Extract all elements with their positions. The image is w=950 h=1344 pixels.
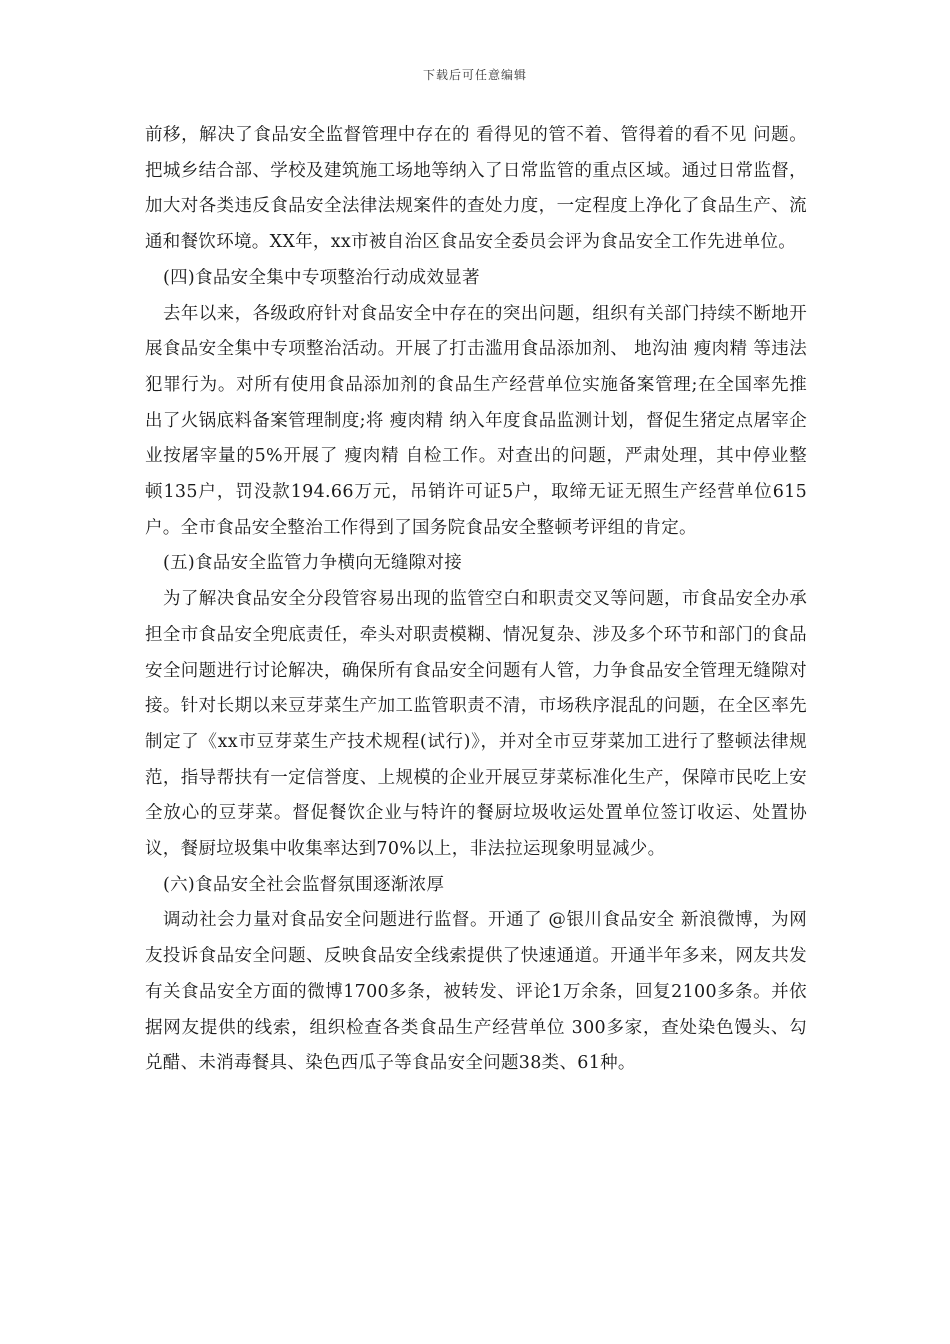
section-heading-4: (四)食品安全集中专项整治行动成效显著: [163, 267, 480, 288]
page-header-note: 下载后可任意编辑: [422, 68, 527, 82]
paragraph-supervision: 前移，解决了食品安全监督管理中存在的 看得见的管不着、管得着的看不见 问题。把城乡结合部、学校及建筑施工场地等纳入了日常监管的重点区域。通过日常监督，加大对各类违反食品安全法律法规案件的查处力度，一定程度上净化了食品生产、流通和餐饮环境。XX年，xx市被自治区食品安全委员会评为食品安全工作先进单位。: [145, 125, 807, 253]
paragraph-special-rectification: 去年以来，各级政府针对食品安全中存在的突出问题，组织有关部门持续不断地开展食品安全集中专项整治活动。开展了打击滥用食品添加剂、 地沟油 瘦肉精 等违法犯罪行为。对所有使用食品添加剂的食品生产经营单位实施备案管理;在全国率先推出了火锅底料备案管理制度;将 瘦肉精 纳入年度食品监测计划，督促生猪定点屠宰企业按屠宰量的5%开展了 瘦肉精 自检工作。对查出的问题，严肃处理，其中停业整顿135户，罚没款194.66万元，吊销许可证5户，取缔无证无照生产经营单位615户。全市食品安全整治工作得到了国务院食品安全整顿考评组的肯定。: [145, 303, 807, 538]
paragraph-social-supervision: 调动社会力量对食品安全问题进行监督。开通了 @银川食品安全 新浪微博，为网友投诉食品安全问题、反映食品安全线索提供了快速通道。开通半年多来，网友共发有关食品安全方面的微博1700多条，被转发、评论1万余条，回复2100多条。并依据网友提供的线索，组织检查各类食品生产经营单位 300多家，查处染色馒头、勾兑醋、未消毒餐具、染色西瓜子等食品安全问题38类、61种。: [145, 910, 807, 1074]
paragraph-seamless-supervision: 为了解决食品安全分段管容易出现的监管空白和职责交叉等问题，市食品安全办承担全市食品安全兜底责任，牵头对职责模糊、情况复杂、涉及多个环节和部门的食品安全问题进行讨论解决，确保所有食品安全问题有人管，力争食品安全管理无缝隙对接。针对长期以来豆芽菜生产加工监管职责不清，市场秩序混乱的问题，在全区率先制定了《xx市豆芽菜生产技术规程(试行)》，并对全市豆芽菜加工进行了整顿法律规范，指导帮扶有一定信誉度、上规模的企业开展豆芽菜标准化生产，保障市民吃上安全放心的豆芽菜。督促餐饮企业与特许的餐厨垃圾收运处置单位签订收运、处置协议，餐厨垃圾集中收集率达到70%以上，非法拉运现象明显减少。: [145, 589, 807, 860]
section-heading-5: (五)食品安全监管力争横向无缝隙对接: [163, 553, 463, 574]
document-body: [145, 118, 807, 1082]
section-heading-6: (六)食品安全社会监督氛围逐渐浓厚: [163, 874, 445, 895]
